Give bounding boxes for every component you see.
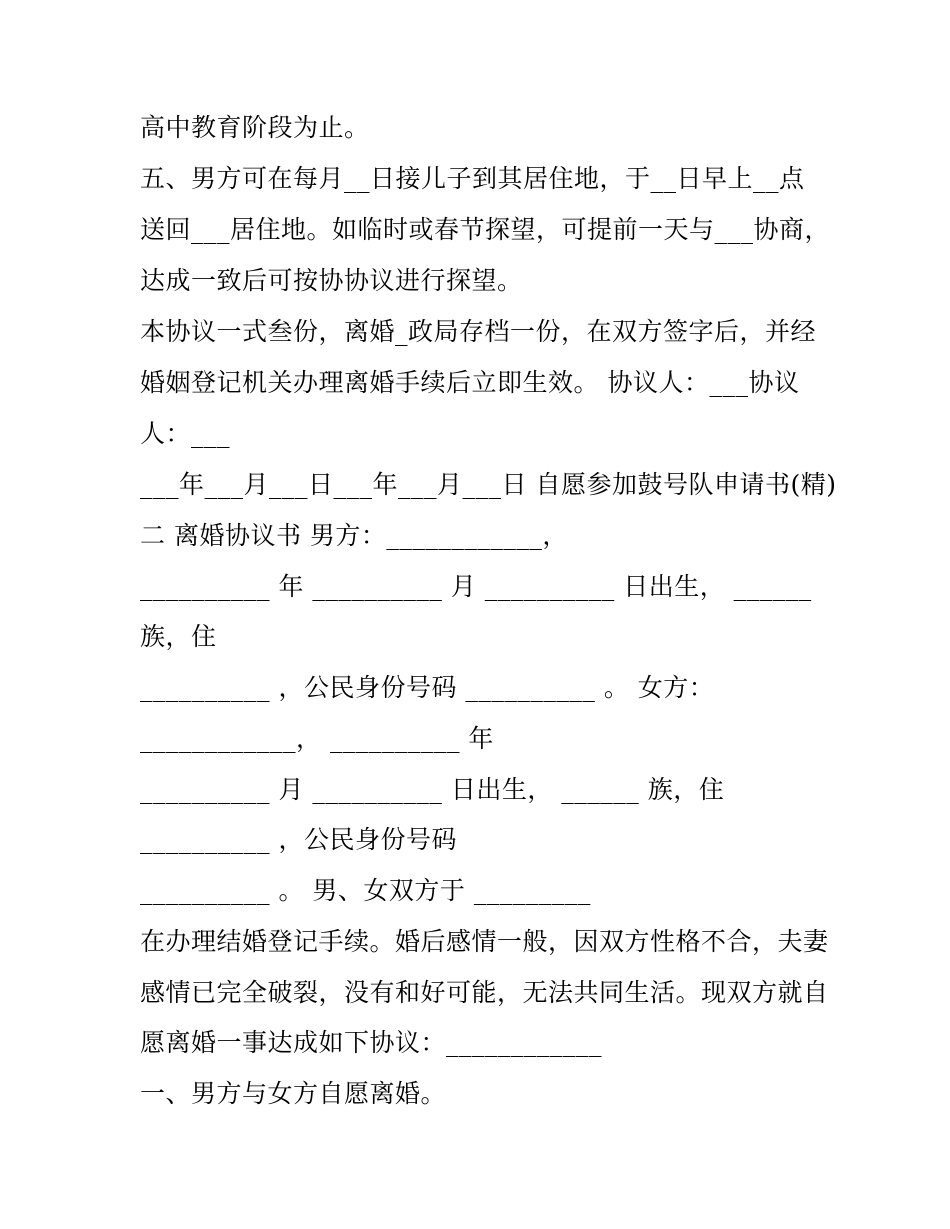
text-line: 高中教育阶段为止。 [140, 113, 370, 142]
text-line: 在办理结婚登记手续。婚后感情一般，因双方性格不合，夫妻 [140, 927, 829, 956]
text-line: 族，住 [140, 622, 217, 651]
text-line: 一、男方与女方自愿离婚。 [140, 1079, 447, 1108]
text-line: __________ ，公民身份号码 [140, 825, 457, 854]
text-line: __________ 。 男、女双方于 _________ [140, 876, 591, 905]
text-line: 人：___ [140, 419, 231, 448]
text-line: 婚姻登记机关办理离婚手续后立即生效。 协议人：___协议 [140, 368, 800, 397]
text-line: 感情已完全破裂，没有和好可能，无法共同生活。现双方就自 [140, 978, 829, 1007]
text-line: 送回___居住地。如临时或春节探望，可提前一天与___协商， [140, 215, 831, 244]
text-line: 本协议一式叁份，离婚_政局存档一份，在双方签字后，并经 [140, 317, 817, 346]
text-line: __________ 月 __________ 日出生， ______ 族，住 [140, 775, 725, 804]
text-line: ___年___月___日___年___月___日 自愿参加鼓号队申请书(精) [140, 470, 837, 499]
text-line: __________ ，公民身份号码 __________ 。 女方： [140, 673, 715, 702]
text-line: 五、男方可在每月__日接儿子到其居住地，于__日早上__点 [140, 164, 805, 193]
text-line: 愿离婚一事达成如下协议：____________ [140, 1028, 603, 1057]
text-line: 二 离婚协议书 男方：____________， [140, 521, 568, 550]
text-line: __________ 年 __________ 月 __________ 日出生， ______ [140, 572, 812, 601]
text-line: 达成一致后可按协协议进行探望。 [140, 266, 523, 295]
text-line: ____________， __________ 年 [140, 724, 494, 753]
